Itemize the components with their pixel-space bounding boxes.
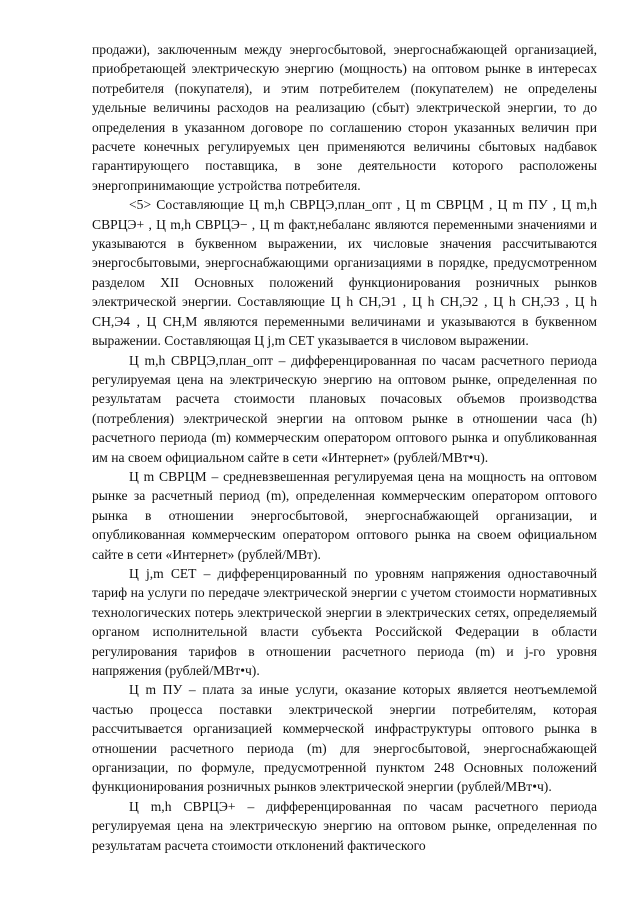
paragraph-svrce-plus: Ц m,h СВРЦЭ+ – дифференцированная по часам расчетного периода регулируемая цена на электрическую энергию на оптовом рынке, определенная по результатам расчета стоимости отклонений фактического (92, 798, 597, 853)
paragraph-footnote-5: <5> Составляющие Ц m,h СВРЦЭ,план_опт , Ц m СВРЦМ , Ц m ПУ , Ц m,h СВРЦЭ+ , Ц m,h СВРЦЭ− , Ц m факт,небаланс являются переменными значениями и указываются в буквенном выражении, их числовые значения рассчитываются энергосбытовыми, энергоснабжающими организациями в порядке, предусмотренном разделом XII Основных положений функционирования розничных рынков электрической энергии. Составляющие Ц h СН,Э1 , Ц h СН,Э2 , Ц h СН,Э3 , Ц h СН,Э4 , Ц СН,М являются переменными величинами и указываются в буквенном выражении. Составляющая Ц j,m СЕТ указывается в числовом выражении. (92, 197, 597, 349)
paragraph-svrce-plan: Ц m,h СВРЦЭ,план_опт – дифференцированная по часам расчетного периода регулируемая цена на электрическую энергию на оптовом рынке, определенная по результатам расчета стоимости плановых почасовых объемов производства (потребления) электрической энергии на оптовом рынке в отношении часа (h) расчетного периода (m) коммерческим оператором оптового рынка и опубликованная им на своем официальном сайте в сети «Интернет» (рублей/МВт•ч). (92, 352, 597, 465)
paragraph-pu: Ц m ПУ – плата за иные услуги, оказание которых является неотъемлемой частью процесса поставки электрической энергии потребителям, которая рассчитывается организацией коммерческой инфраструктуры оптового рынка в отношении расчетного периода (m) для энергосбытовой, энергоснабжающей организации, по формуле, предусмотренной пунктом 248 Основных положений функционирования розничных рынков электрической энергии (рублей/МВт•ч). (92, 682, 597, 795)
paragraph-1: продажи), заключенным между энергосбытовой, энергоснабжающей организацией, приобретающей электрическую энергию (мощность) на оптовом рынке в интересах потребителя (покупателя), и этим потребителем (покупателем) не определены удельные величины расходов на реализацию (сбыт) электрической энергии, то до определения в указанном договоре по соглашению сторон указанных величин при расчете конечных регулируемых цен применяются величины сбытовых надбавок гарантирующего поставщика, в зоне деятельности которого расположены энергопринимающие устройства потребителя. (92, 42, 597, 193)
paragraph-svrcm: Ц m СВРЦМ – средневзвешенная регулируемая цена на мощность на оптовом рынке за расчетный период (m), определенная коммерческим оператором оптового рынка в отношении энергосбытовой, энергоснабжающей организации, и опубликованная коммерческим оператором оптового рынка на своем официальном сайте в сети «Интернет» (рублей/МВт). (92, 468, 597, 562)
paragraph-set: Ц j,m СЕТ – дифференцированный по уровням напряжения одноставочный тариф на услуги по передаче электрической энергии с учетом стоимости нормативных технологических потерь электрической энергии в электрических сетях, определяемый органом исполнительной власти субъекта Российской Федерации в области регулирования тарифов в отношении расчетного периода (m) и j-го уровня напряжения (рублей/МВт•ч). (92, 565, 597, 678)
document-body (92, 40, 597, 855)
